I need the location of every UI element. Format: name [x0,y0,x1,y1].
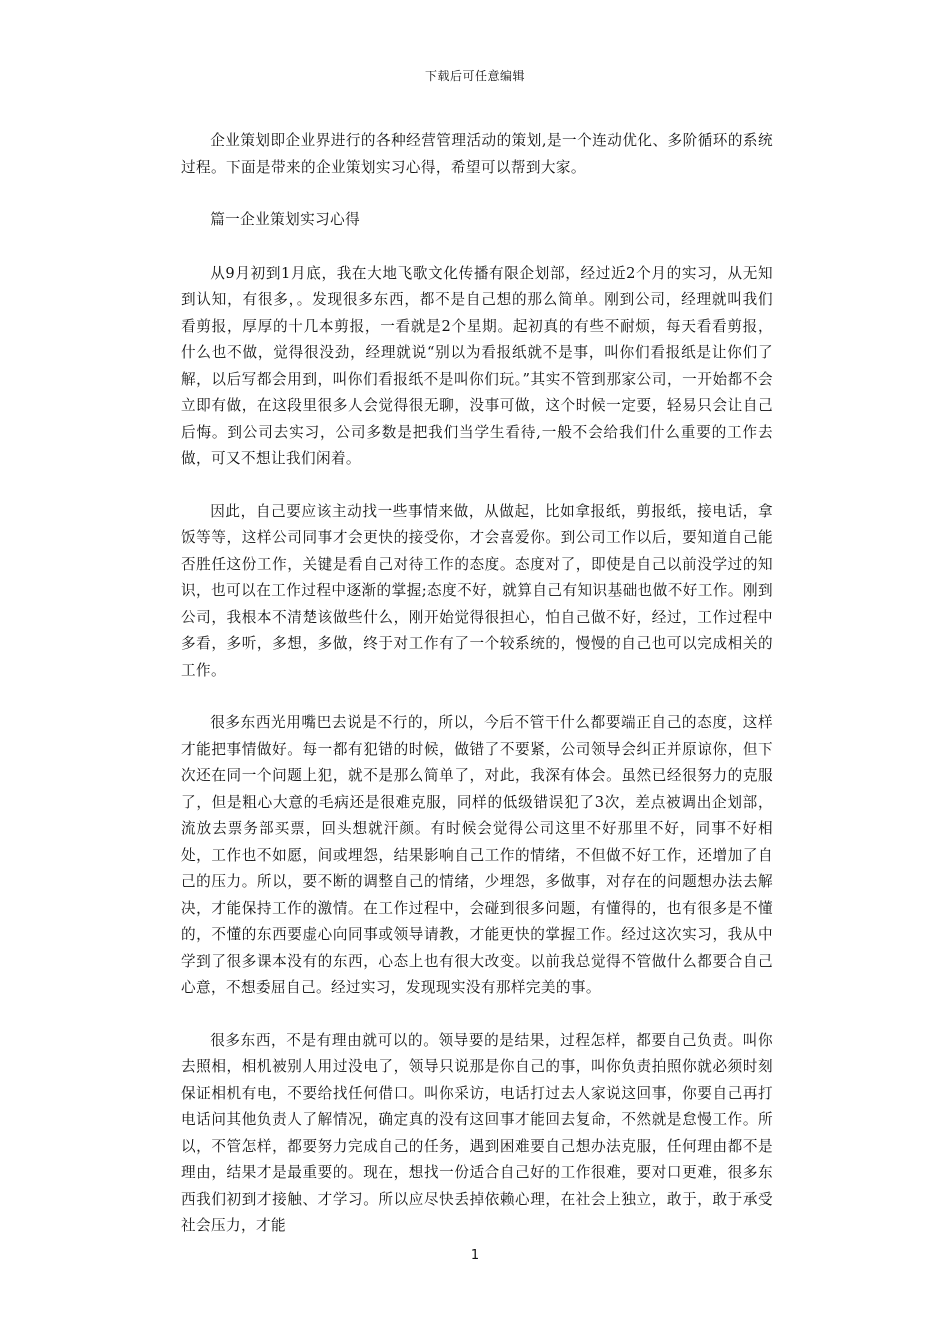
body-paragraph: 从9月初到1月底，我在大地飞歌文化传播有限企划部，经过近2个月的实习，从无知到认知，有很多，。发现很多东西，都不是自己想的那么简单。刚到公司，经理就叫我们看剪报，厚厚的十几本剪报，一看就是2个星期。起初真的有些不耐烦，每天看看剪报，什么也不做，觉得很没劲，经理就说“别以为看报纸就不是事，叫你们看报纸是让你们了解，以后写都会用到，叫你们看报纸不是叫你们玩。”其实不管到那家公司，一开始都不会立即有做，在这段里很多人会觉得很无聊，没事可做，这个时候一定要，轻易只会让自己后悔。到公司去实习，公司多数是把我们当学生看待,一般不会给我们什么重要的工作去做，可又不想让我们闲着。 [181,264,773,467]
document-body [181,128,773,1266]
intro-paragraph: 企业策划即企业界进行的各种经营管理活动的策划,是一个连动优化、多阶循环的系统过程。下面是带来的企业策划实习心得，希望可以帮到大家。 [181,132,773,176]
page-number: 1 [470,1248,480,1263]
header-note: 下载后可任意编辑 [424,69,525,83]
body-paragraph: 很多东西光用嘴巴去说是不行的，所以，今后不管干什么都要端正自己的态度，这样才能把事情做好。每一都有犯错的时候，做错了不要紧，公司领导会纠正并原谅你，但下次还在同一个问题上犯，就不是那么简单了，对此，我深有体会。虽然已经很努力的克服了，但是粗心大意的毛病还是很难克服，同样的低级错误犯了3次，差点被调出企划部，流放去票务部买票，回头想就汗颜。有时候会觉得公司这里不好那里不好，同事不好相处，工作也不如愿，间或埋怨，结果影响自己工作的情绪，不但做不好工作，还增加了自己的压力。所以，要不断的调整自己的情绪，少埋怨，多做事，对存在的问题想办法去解决，才能保持工作的激情。在工作过程中，会碰到很多问题，有懂得的，也有很多是不懂的，不懂的东西要虚心向同事或领导请教，才能更快的掌握工作。经过这次实习，我从中学到了很多课本没有的东西，心态上也有很大改变。以前我总觉得不管做什么都要合自己心意，不想委屈自己。经过实习，发现现实没有那样完美的事。 [181,714,773,996]
body-paragraph: 因此，自己要应该主动找一些事情来做，从做起，比如拿报纸，剪报纸，接电话，拿饭等等，这样公司同事才会更快的接受你，才会喜爱你。到公司工作以后，要知道自己能否胜任这份工作，关键是看自己对待工作的态度。态度对了，即使是自己以前没学过的知识，也可以在工作过程中逐渐的掌握;态度不好，就算自己有知识基础也做不好工作。刚到公司，我根本不清楚该做些什么，刚开始觉得很担心，怕自己做不好，经过，工作过程中多看，多听，多想，多做，终于对工作有了一个较系统的，慢慢的自己也可以完成相关的工作。 [181,502,773,679]
body-paragraph: 很多东西，不是有理由就可以的。领导要的是结果，过程怎样，都要自己负责。叫你去照相，相机被别人用过没电了，领导只说那是你自己的事，叫你负责拍照你就必须时刻保证相机有电，不要给找任何借口。叫你采访，电话打过去人家说这回事，你要自己再打电话问其他负责人了解情况，确定真的没有这回事才能回去复命，不然就是怠慢工作。所以，不管怎样，都要努力完成自己的任务，遇到困难要自己想办法克服，任何理由都不是理由，结果才是最重要的。现在，想找一份适合自己好的工作很难，要对口更难，很多东西我们初到才接触、才学习。所以应尽快丢掉依赖心理，在社会上独立，敢于，敢于承受社会压力，才能 [181,1031,773,1234]
section-title: 篇一企业策划实习心得 [210,211,361,228]
